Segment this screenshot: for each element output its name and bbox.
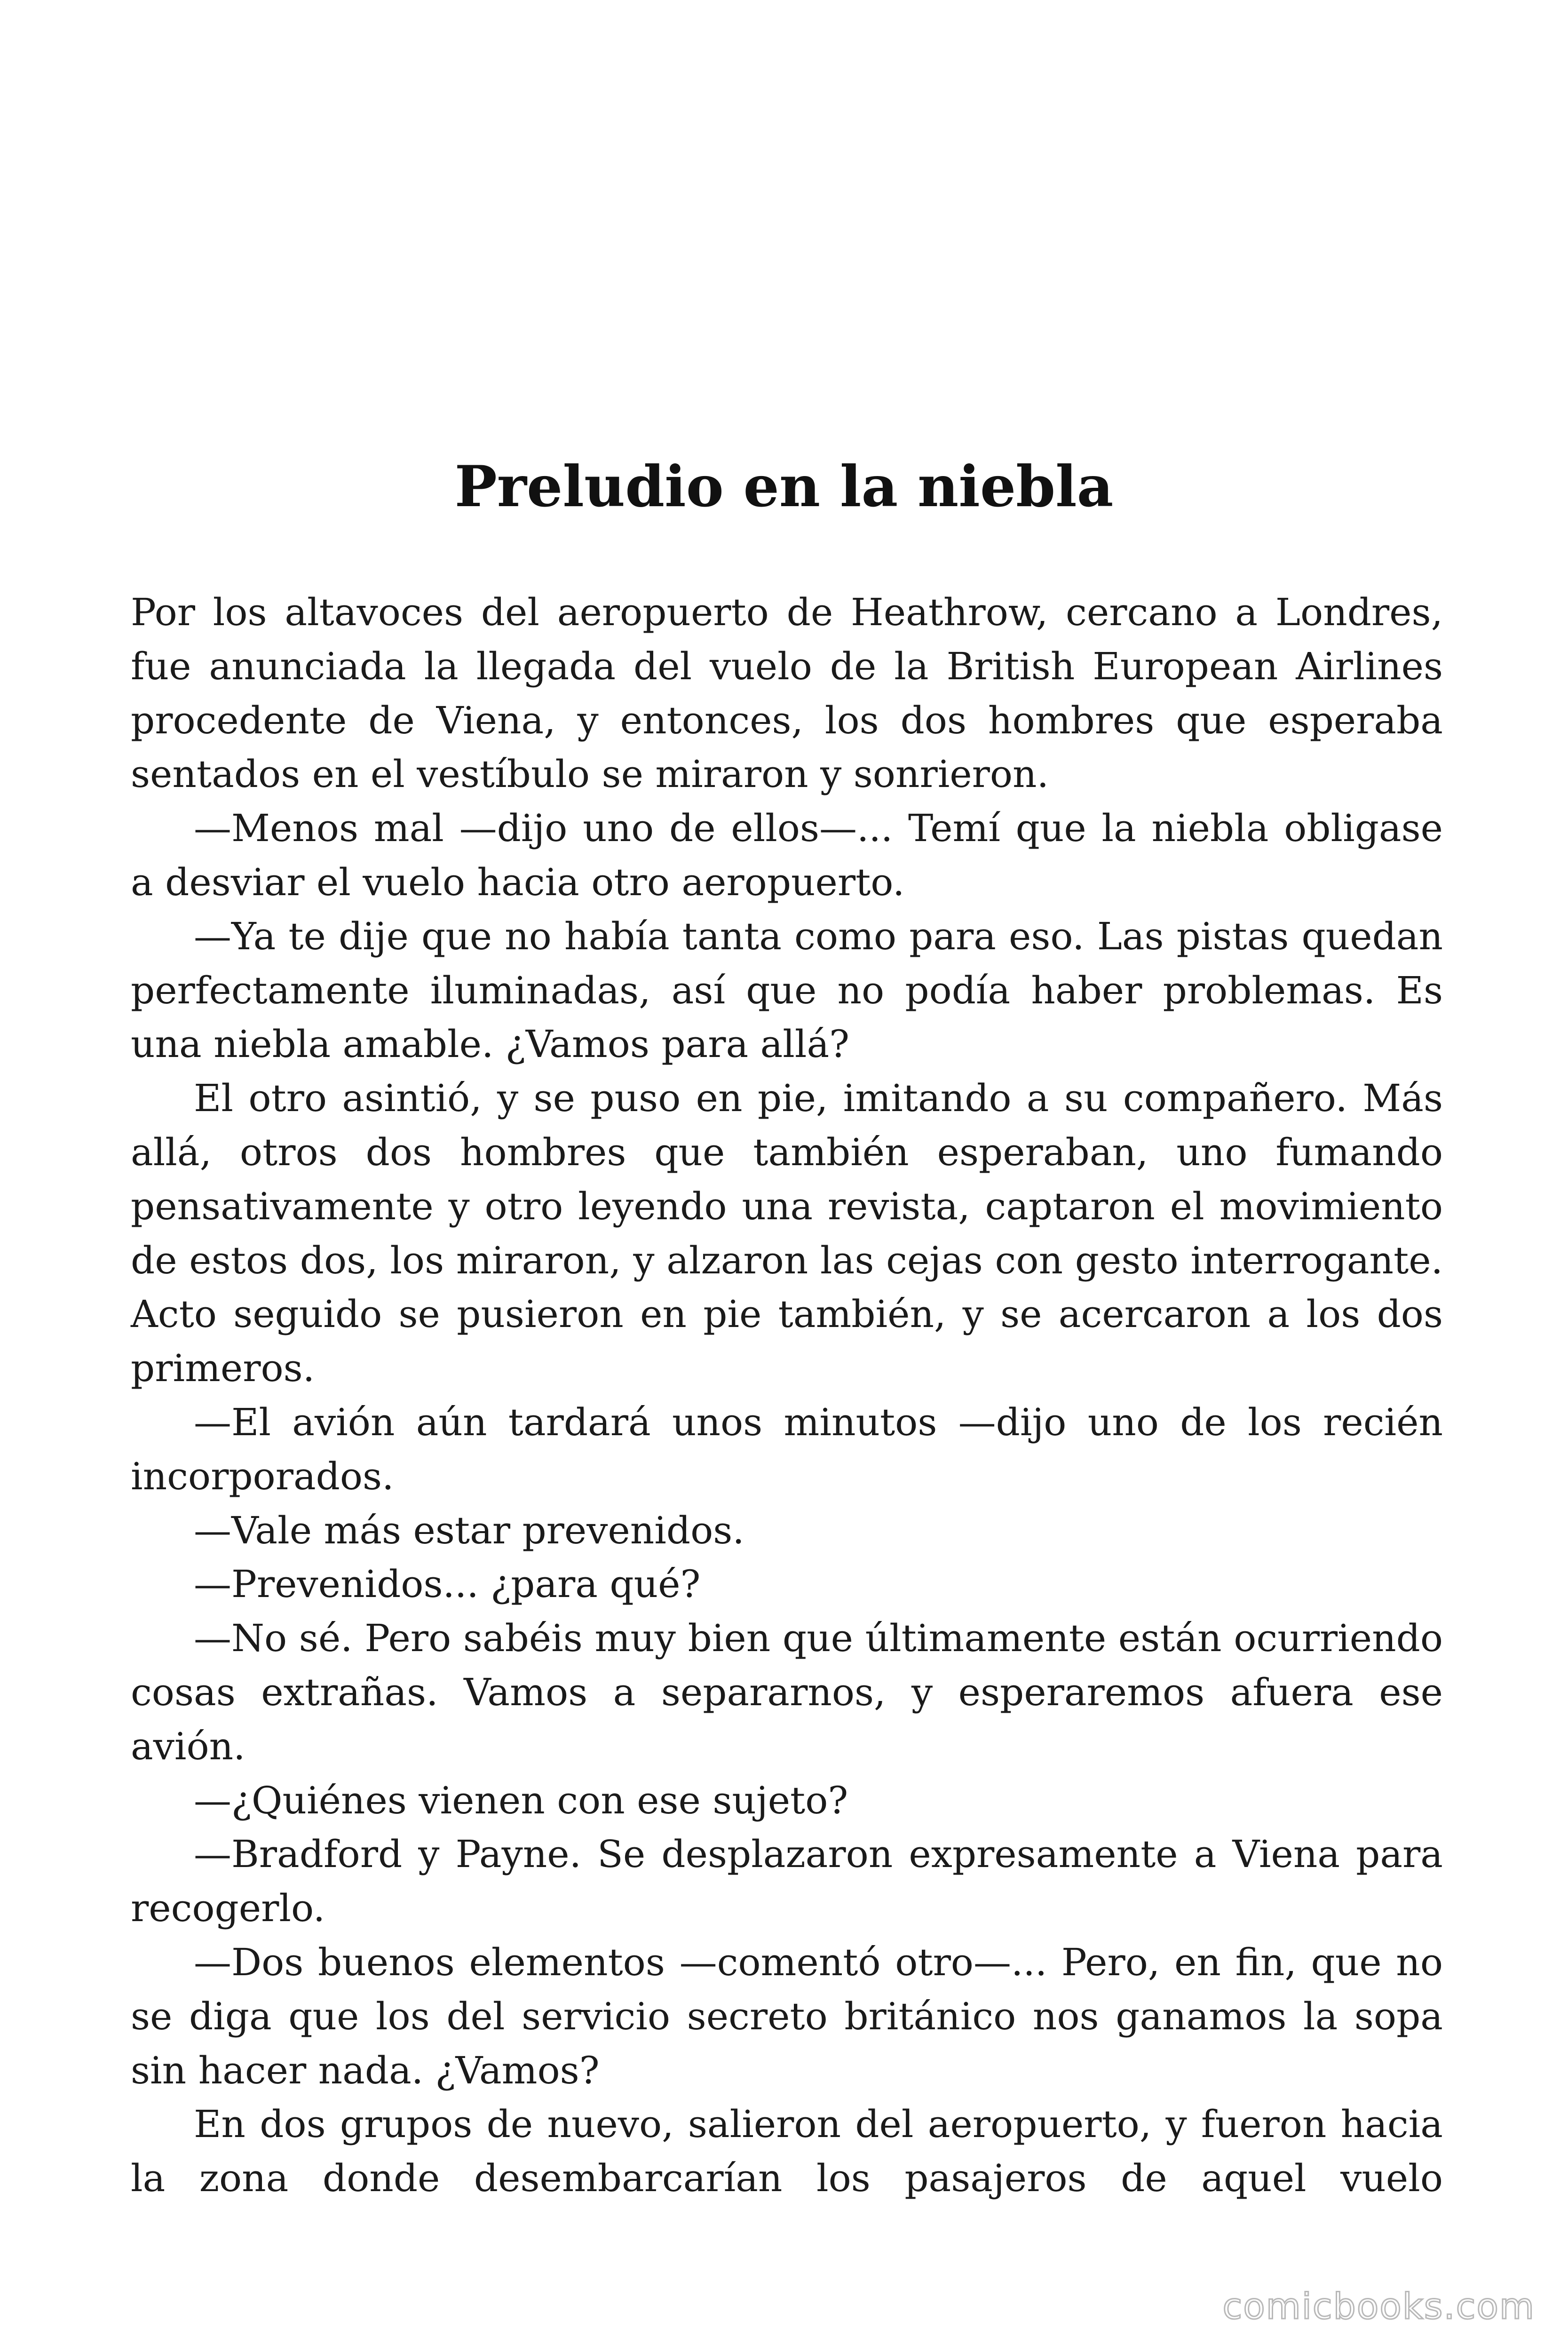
paragraph: —Dos buenos elementos —comentó otro—... Pero, en fin, que no se diga que los del servicio secreto británico nos ganamos la sopa sin hacer nada. ¿Vamos? xyxy=(131,1940,1443,2092)
paragraph: —Menos mal —dijo uno de ellos—... Temí que la niebla obligase a desviar el vuelo hacia otro aeropuerto. xyxy=(131,806,1443,904)
paragraph: En dos grupos de nuevo, salieron del aeropuerto, y fueron hacia la zona donde desembarcarían los pasajeros de aquel vuelo xyxy=(131,2102,1443,2201)
paragraph: —No sé. Pero sabéis muy bien que últimamente están ocurriendo cosas extrañas. Vamos a separarnos, y esperaremos afuera ese avión. xyxy=(131,1616,1443,1768)
paragraph: —Vale más estar prevenidos. xyxy=(194,1508,744,1552)
paragraph: —El avión aún tardará unos minutos —dijo uno de los recién incorporados. xyxy=(131,1400,1443,1498)
chapter-body xyxy=(131,586,1443,2206)
paragraph: Por los altavoces del aeropuerto de Heathrow, cercano a Londres, fue anunciada la llegada del vuelo de la British European Airlines procedente de Viena, y entonces, los dos hombres que esperaba sentados en el vestíbulo se miraron y sonrieron. xyxy=(131,590,1443,796)
paragraph: —Ya te dije que no había tanta como para eso. Las pistas quedan perfectamente iluminadas, así que no podía haber problemas. Es una niebla amable. ¿Vamos para allá? xyxy=(131,914,1443,1066)
paragraph: —Prevenidos... ¿para qué? xyxy=(194,1562,701,1606)
paragraph: —¿Quiénes vienen con ese sujeto? xyxy=(194,1778,848,1822)
paragraph: El otro asintió, y se puso en pie, imitando a su compañero. Más allá, otros dos hombres que también esperaban, uno fumando pensativamente y otro leyendo una revista, captaron el movimiento de estos dos, los miraron, y alzaron las cejas con gesto interrogante. Acto seguido se pusieron en pie también, y se acercaron a los dos primeros. xyxy=(131,1076,1443,1391)
paragraph: —Bradford y Payne. Se desplazaron expresamente a Viena para recogerlo. xyxy=(131,1832,1443,1931)
chapter-title: Preludio en la niebla xyxy=(454,453,1114,520)
watermark-text: comicbooks.com xyxy=(1222,2285,1535,2327)
